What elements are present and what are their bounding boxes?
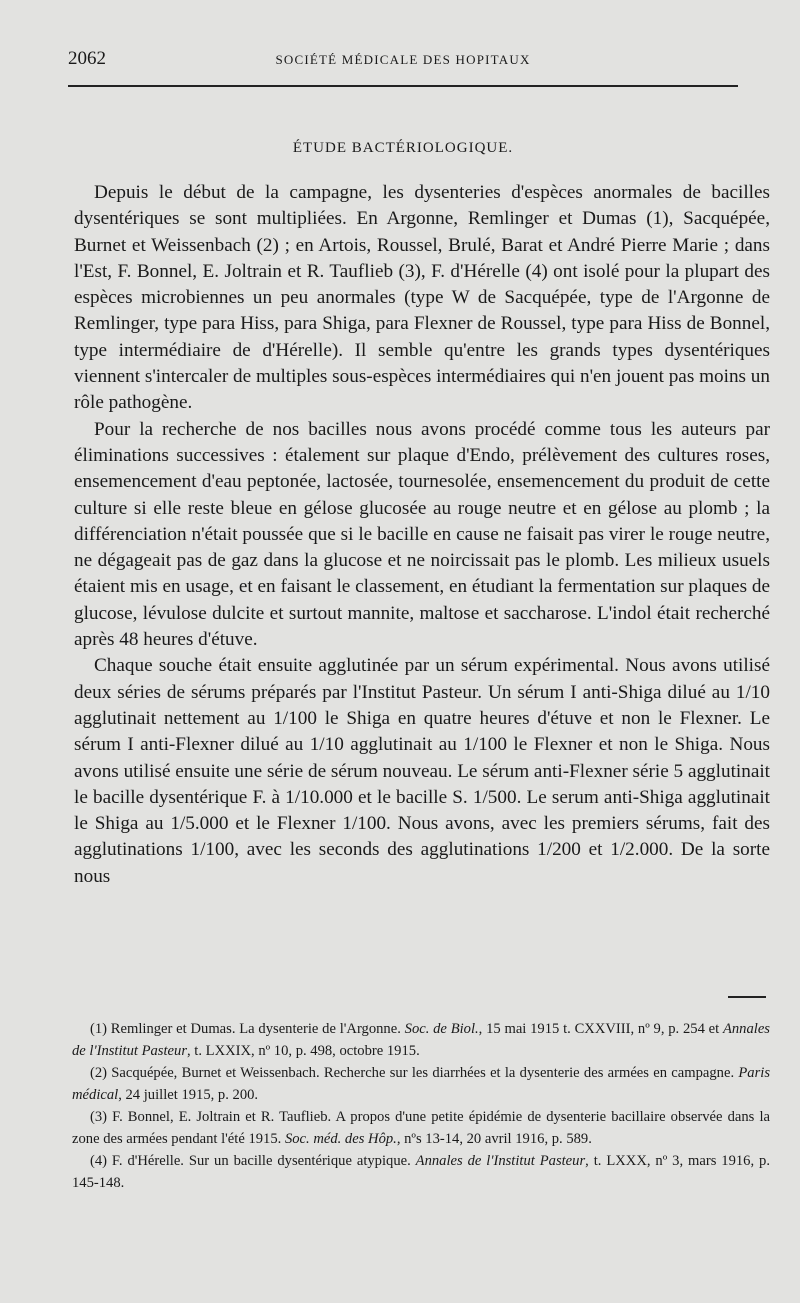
section-title: ÉTUDE BACTÉRIOLOGIQUE. xyxy=(292,140,514,156)
paragraph: Pour la recherche de nos bacilles nous avons procédé comme tous les auteurs par éliminations successives : étalement sur plaque d'Endo, prélèvement des cultures roses, ensemencement d'eau peptonée, lactosée, tournesolée, ensemencement du produit de cette culture si elle reste bleue en gélose glucosée au rouge neutre et en gélose au plomb ; la différenciation n'était poussée que si le bacille en cause ne faisait pas virer le rouge neutre, ne dégageait pas de gaz dans la glucose et ne noircissait pas le plomb. Les milieux usuels étaient mis en usage, et en faisant le classement, en étudiant la fermentation sur plaques de glucose, lévulose dulcite et surtout mannite, maltose et saccharose. L'indol était recherché après 48 heures d'étuve. xyxy=(74,418,770,651)
footnote-text: , t. LXXIX, nº 10, p. 498, octobre 1915. xyxy=(187,1043,420,1059)
footnote-text: , 24 juillet 1915, p. 200. xyxy=(118,1087,259,1103)
footnote-source: Annales de l'Institut Pasteur xyxy=(415,1153,586,1169)
paragraph: Chaque souche était ensuite agglutinée par un sérum expérimental. Nous avons utilisé deux séries de sérums préparés par l'Institut Pasteur. Un sérum I anti-Shiga dilué au 1/10 agglutinait nettement au 1/100 le Shiga en quatre heures d'étuve et non le Flexner. Le sérum I anti-Flexner dilué au 1/10 agglutinait au 1/100 le Flexner et non le Shiga. Nous avons utilisé ensuite une série de sérum nouveau. Le sérum anti-Flexner série 5 agglutinait le bacille dysentérique F. à 1/10.000 et le bacille S. 1/500. Le serum anti-Shiga agglutinait le Shiga au 1/5.000 et le Flexner 1/100. Nous avons, avec les premiers sérums, fait des agglutinations 1/100, avec les seconds des agglutinations 1/200 et 1/2.000. De la sorte nous xyxy=(74,655,770,887)
footnote-text: (4) F. d'Hérelle. Sur un bacille dysentérique atypique. xyxy=(90,1153,416,1169)
page-number: 2062 xyxy=(68,48,106,69)
body-text xyxy=(74,180,770,890)
footnote-source: Annales de l'Institut Pasteur xyxy=(72,1021,770,1059)
page-header xyxy=(68,48,738,72)
running-head: SOCIÉTÉ MÉDICALE DES HOPITAUX xyxy=(275,52,531,67)
footnote xyxy=(72,1106,770,1150)
footnote xyxy=(72,1150,770,1194)
footnote xyxy=(72,1018,770,1062)
footnote-text: , nºs 13-14, 20 avril 1916, p. 589. xyxy=(396,1131,592,1147)
footnote-source: Soc. de Biol. xyxy=(404,1021,479,1037)
footnote-text: (2) Sacquépée, Burnet et Weissenbach. Recherche sur les diarrhées et la dysenterie des armées en campagne. xyxy=(90,1065,739,1081)
paragraph: Depuis le début de la campagne, les dysenteries d'espèces anormales de bacilles dysentériques se sont multipliées. En Argonne, Remlinger et Dumas (1), Sacquépée, Burnet et Weissenbach (2) ; en Artois, Roussel, Brulé, Barat et André Pierre Marie ; dans l'Est, F. Bonnel, E. Joltrain et R. Tauflieb (3), F. d'Hérelle (4) ont isolé pour la plupart des espèces microbiennes un peu anormales (type W de Sacquépée, type de l'Argonne de Remlinger, type para Hiss, para Shiga, para Flexner de Roussel, type para Hiss de Bonnel, type intermédiaire de d'Hérelle). Il semble qu'entre les grands types dysentériques viennent s'intercaler de multiples sous-espèces intermédiaires qui n'en jouent pas moins un rôle pathogène. xyxy=(74,182,770,414)
footnote-separator xyxy=(728,996,766,998)
footnote-text: , 15 mai 1915 t. CXXVIII, nº 9, p. 254 et xyxy=(478,1021,723,1037)
footnote-text: , t. LXXX, nº 3, mars 1916, p. 145-148. xyxy=(72,1153,770,1191)
footnote-text: (3) F. Bonnel, E. Joltrain et R. Tauflieb. A propos d'une petite épidémie de dysenterie bacillaire observée dans la zone des armées pendant l'été 1915. xyxy=(72,1109,770,1147)
footnote xyxy=(72,1062,770,1106)
header-rule xyxy=(68,85,738,87)
footnote-source: Soc. méd. des Hôp. xyxy=(284,1131,397,1147)
footnote-source: Paris médical xyxy=(72,1065,770,1103)
footnote-text: (1) Remlinger et Dumas. La dysenterie de l'Argonne. xyxy=(90,1021,405,1037)
footnotes xyxy=(72,1018,770,1194)
